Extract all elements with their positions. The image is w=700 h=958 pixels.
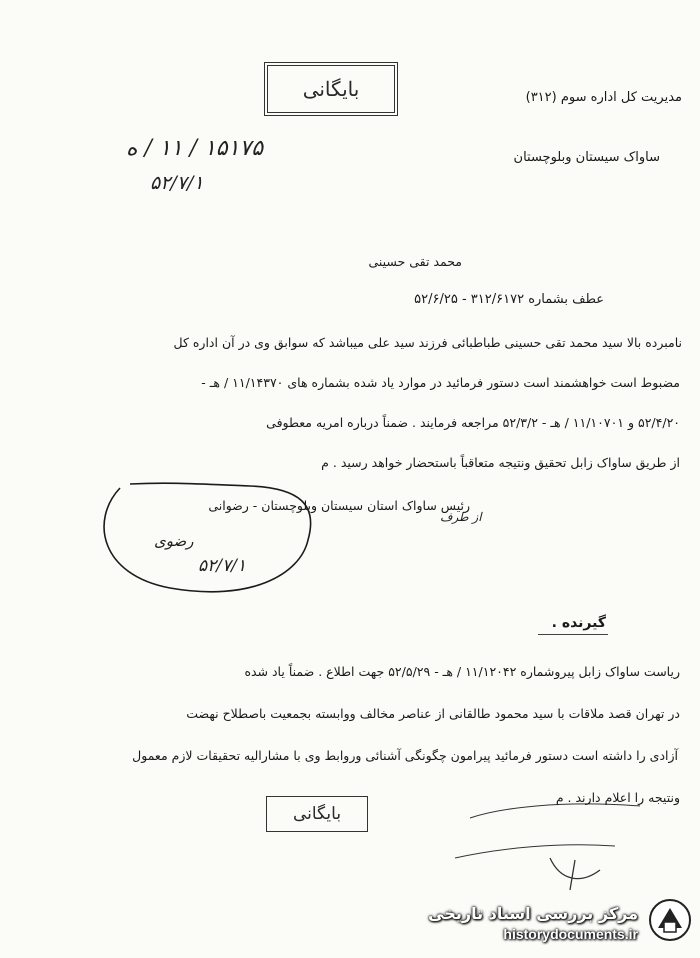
recipients-line-1: ریاست ساواک زابل پیروشماره ۱۱/۱۲۰۴۲ / هـ - ۵۲/۵/۲۹ جهت اطلاع . ضمناً یاد شده	[244, 664, 680, 679]
body-line-4: از طریق ساواک زابل تحقیق ونتیجه متعاقباً باستحضار خواهد رسید . م	[321, 455, 680, 470]
department-header: مدیریت کل اداره سوم (۳۱۲)	[525, 90, 682, 105]
recipients-underline	[538, 634, 608, 635]
body-line-1: نامبرده بالا سید محمد تقی حسینی طباطبائی فرزند سید علی میباشد که سوابق وی در آن اداره کل	[173, 335, 682, 350]
recipients-line-2: در تهران قصد ملاقات با سید محمود طالقانی از عناصر مخالف ووابسته بجمعیت باصطلاح نهضت	[186, 706, 680, 721]
archive-stamp-bottom: بایگانی	[266, 796, 368, 832]
handwritten-date-top: ۵۲/۷/۱	[150, 172, 204, 194]
signature-date: ۵۲/۷/۱	[198, 556, 246, 576]
watermark-persian: مرکز بررسی اسناد تاریخی	[428, 904, 638, 923]
subject-name: محمد تقی حسینی	[368, 254, 462, 269]
archive-logo-icon	[648, 898, 692, 942]
reference-line: عطف بشماره ۳۱۲/۶۱۷۲ - ۵۲/۶/۲۵	[414, 292, 604, 307]
body-line-2: مضبوط است خواهشمند است دستور فرمائید در موارد یاد شده بشماره های ۱۱/۱۴۳۷۰ / هـ -	[201, 375, 680, 390]
recipients-line-4: ونتیجه را اعلام دارند . م	[555, 790, 680, 805]
archive-stamp-top: بایگانی	[264, 62, 398, 116]
signature-prefix: از طرف	[440, 510, 482, 524]
watermark-url: historydocuments.ir	[503, 926, 638, 942]
recipients-line-3: آزادی را داشته است دستور فرمائید پیرامون چگونگی آشنائی وروابط وی با مشارالیه تحقیقات لازم معمول	[132, 748, 678, 763]
signature-hand: رضوی	[154, 532, 194, 550]
recipients-label: گیرنده .	[551, 615, 606, 631]
handwritten-number: ۱۵۱۷۵ / ۱۱ / ه	[126, 136, 264, 161]
signature-title: رئیس ساواک استان سیستان وبلوچستان - رضوانی	[208, 498, 470, 513]
body-line-3: ۵۲/۴/۲۰ و ۱۱/۱۰۷۰۱ / هـ - ۵۲/۳/۲ مراجعه فرمایند . ضمناً درباره امریه معطوفی	[266, 415, 680, 430]
recipient-line: ساواک سیستان وبلوچستان	[513, 150, 660, 165]
